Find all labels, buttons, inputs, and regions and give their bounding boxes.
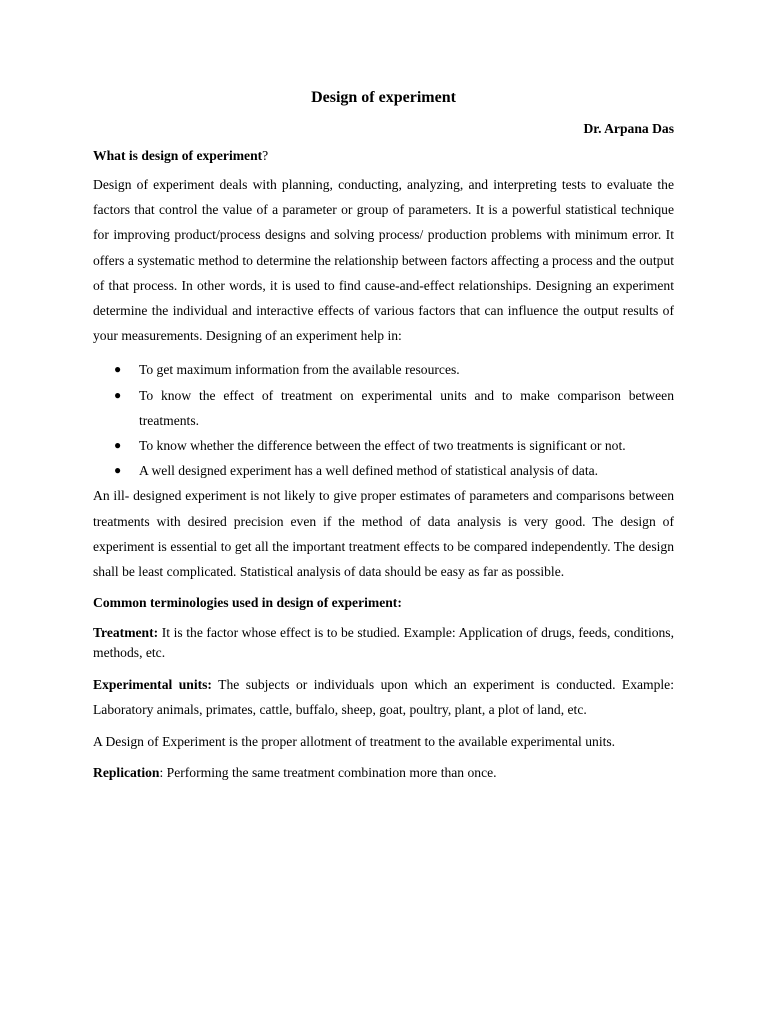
document-body bbox=[93, 88, 674, 783]
treatment-definition bbox=[93, 623, 674, 663]
list-item-text: To know the effect of treatment on experimental units and to make comparison between treatments. bbox=[139, 387, 674, 428]
bullet-icon: ● bbox=[114, 387, 122, 402]
question-heading bbox=[93, 147, 674, 165]
list-item-text: To get maximum information from the available resources. bbox=[139, 362, 460, 378]
list-item bbox=[93, 357, 674, 382]
terminology-heading: Common terminologies used in design of experiment: bbox=[93, 595, 402, 611]
replication-text: : Performing the same treatment combination more than once. bbox=[159, 764, 497, 780]
list-item-text: A well designed experiment has a well defined method of statistical analysis of data. bbox=[139, 463, 599, 479]
bullet-icon: ● bbox=[114, 463, 122, 478]
after-bullets-paragraph: An ill- designed experiment is not likely to give proper estimates of parameters and comparisons between treatments with desired precision even if the method of data analysis is very good. The design of experiment is essential to get all the important treatment effects to be compared independently. The design shall be least complicated. Statistical analysis of data should be easy as far as possible. bbox=[93, 488, 674, 580]
intro-paragraph: Design of experiment deals with planning, conducting, analyzing, and interpreting tests to evaluate the factors that control the value of a parameter or group of parameters. It is a powerful statistical technique for improving product/process designs and solving process/ production problems with minimum error. It offers a systematic method to determine the relationship between factors affecting a process and the output of that process. In other words, it is used to find cause-and-effect relationships. Designing an experiment determine the individual and interactive effects of various factors that can influence the output results of your measurements. Designing of an experiment help in: bbox=[93, 177, 674, 344]
replication-definition bbox=[93, 763, 674, 783]
author-name: Dr. Arpana Das bbox=[583, 121, 674, 136]
experimental-units-text: The subjects or individuals upon which an experiment is conducted. Example: Laboratory animals, primates, cattle, buffalo, sheep, goat, poultry, plant, a plot of land, etc. bbox=[93, 677, 674, 718]
treatment-term: Treatment: bbox=[93, 625, 159, 641]
list-item bbox=[93, 458, 674, 483]
bullet-icon: ● bbox=[114, 362, 122, 377]
question-mark: ? bbox=[262, 148, 269, 163]
allotment-paragraph: A Design of Experiment is the proper allotment of treatment to the available experimental units. bbox=[93, 733, 616, 749]
document-title: Design of experiment bbox=[311, 89, 456, 106]
list-item-text: To know whether the difference between the effect of two treatments is significant or not. bbox=[139, 438, 626, 454]
purpose-bullet-list bbox=[93, 357, 674, 483]
replication-term: Replication bbox=[93, 764, 160, 780]
question-heading-text: What is design of experiment bbox=[93, 148, 263, 163]
list-item bbox=[93, 383, 674, 433]
experimental-units-term: Experimental units: bbox=[93, 677, 212, 693]
bullet-icon: ● bbox=[114, 438, 122, 453]
list-item bbox=[93, 433, 674, 458]
experimental-units-definition bbox=[93, 672, 674, 722]
treatment-text: It is the factor whose effect is to be studied. Example: Application of drugs, feeds, conditions, methods, etc. bbox=[93, 625, 674, 661]
